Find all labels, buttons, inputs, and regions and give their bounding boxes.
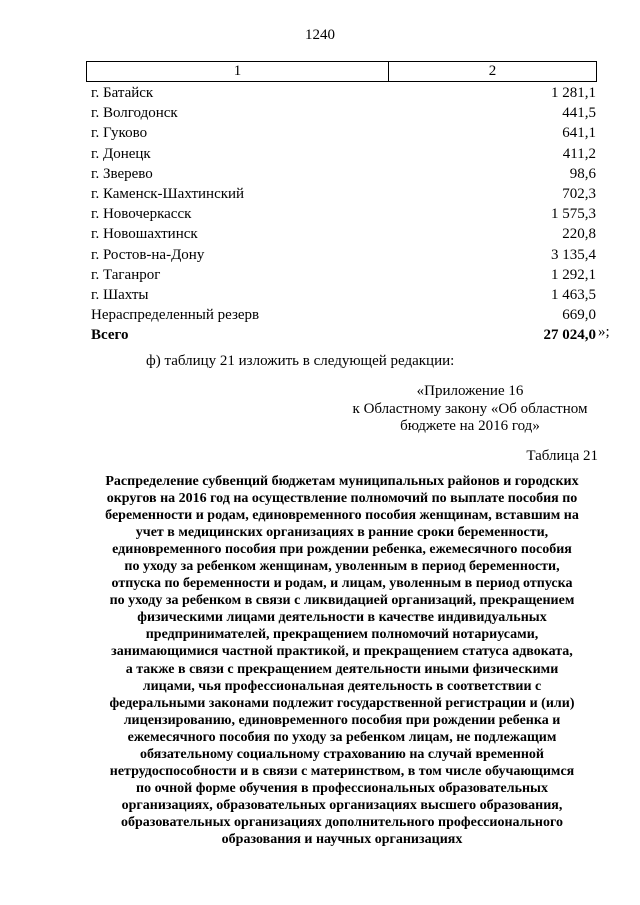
table-header-col-1: 1 <box>87 62 389 81</box>
heading-line: единовременного пособия при рождении ребенка, ежемесячного пособия <box>112 542 572 558</box>
heading-line: лицами, чья профессиональная деятельность в соответствии с <box>142 678 542 694</box>
row-value: 669,0 <box>562 307 596 324</box>
table-row <box>86 184 597 204</box>
row-name: г. Зверево <box>91 165 153 182</box>
appendix-line: «Приложение 16 <box>416 383 524 399</box>
row-value: 1 292,1 <box>551 266 596 283</box>
heading-line: нетрудоспособности и в связи с материнством, в том числе обучающимся <box>109 763 575 779</box>
table-heading <box>82 473 602 848</box>
table-row <box>86 305 597 325</box>
total-label: Всего <box>91 327 129 344</box>
row-name: г. Донецк <box>91 145 151 162</box>
heading-line: по уходу за ребенком в связи с ликвидацией организаций, прекращением <box>109 593 575 609</box>
page-number: 1240 <box>305 27 335 43</box>
heading-line: обязательному социальному страхованию на случай временной <box>140 746 544 762</box>
heading-line: лицензированию, единовременного пособия при рождении ребенка и <box>123 712 561 728</box>
row-value: 702,3 <box>562 185 596 202</box>
heading-line: образования и научных организациях <box>221 831 463 847</box>
heading-line: округов на 2016 год на осуществление полномочий по выплате пособия по <box>106 491 578 507</box>
row-name: г. Волгодонск <box>91 105 178 122</box>
table-row <box>86 224 597 244</box>
heading-line: федеральными законами подлежит государственной регистрации и (или) <box>109 695 575 711</box>
row-name: г. Таганрог <box>91 266 161 283</box>
table-row <box>86 103 597 123</box>
table-total-row <box>86 325 597 345</box>
row-value: 641,1 <box>562 125 596 142</box>
row-name: г. Шахты <box>91 286 149 303</box>
row-name: Нераспределенный резерв <box>91 307 260 324</box>
table-row <box>86 83 597 103</box>
heading-line: беременности и родам, единовременного пособия женщинам, вставшим на <box>105 508 579 524</box>
heading-line: занимающимися частной практикой, и прекращением статуса адвоката, <box>111 644 573 660</box>
row-value: 3 135,4 <box>551 246 596 263</box>
heading-line: отпуска по беременности и родам, и лицам, уволенным в период отпуска <box>111 576 573 592</box>
row-value: 411,2 <box>562 145 596 162</box>
row-name: г. Новошахтинск <box>91 226 198 243</box>
heading-line: образовательных организациях дополнительного профессионального <box>121 814 563 830</box>
row-value: 441,5 <box>562 105 596 122</box>
heading-line: а также в связи с прекращением деятельности иными физическими <box>125 661 559 677</box>
row-value: 1 281,1 <box>551 85 596 101</box>
table-row <box>86 204 597 224</box>
row-name: г. Новочеркасск <box>91 206 192 223</box>
row-value: 1 463,5 <box>551 286 596 303</box>
heading-line: по очной форме обучения в профессиональных образовательных <box>136 780 548 796</box>
table-header-col-2: 2 <box>488 63 497 79</box>
heading-line: физическими лицами деятельности в качестве индивидуальных <box>137 610 547 626</box>
heading-line: организациях, образовательных организациях высшего образования, <box>121 797 563 813</box>
appendix-line: бюджете на 2016 год» <box>400 418 540 434</box>
heading-line: ежемесячного пособия по уходу за ребенком лицам, не подлежащим <box>127 729 557 745</box>
heading-line: Распределение субвенций бюджетам муниципальных районов и городских <box>105 474 579 489</box>
table-header-row <box>86 61 597 82</box>
row-name: г. Ростов-на-Дону <box>91 246 205 263</box>
table-row <box>86 285 597 305</box>
heading-line: предпринимателей, прекращением полномочий нотариусами, <box>145 627 539 643</box>
table-body <box>86 83 597 345</box>
total-suffix: »; <box>598 324 610 340</box>
amendment-instruction: ф) таблицу 21 изложить в следующей редакции: <box>146 353 455 369</box>
table-caption: Таблица 21 <box>526 448 598 464</box>
row-name: г. Гуково <box>91 125 148 142</box>
heading-line: по уходу за ребенком женщинам, уволенным в период беременности, <box>124 559 560 575</box>
row-name: г. Каменск-Шахтинский <box>91 185 245 202</box>
row-value: 1 575,3 <box>551 206 596 223</box>
table-row <box>86 123 597 143</box>
table-row <box>86 265 597 285</box>
total-value: 27 024,0 <box>543 327 596 344</box>
row-value: 98,6 <box>569 165 596 182</box>
table-row <box>86 164 597 184</box>
row-value: 220,8 <box>562 226 596 243</box>
appendix-line: к Областному закону «Об областном <box>352 400 588 417</box>
row-name: г. Батайск <box>91 85 154 101</box>
heading-line: учет в медицинских организациях в ранние сроки беременности, <box>135 525 549 541</box>
table-row <box>86 245 597 265</box>
appendix-reference <box>340 383 600 436</box>
table-row <box>86 144 597 164</box>
